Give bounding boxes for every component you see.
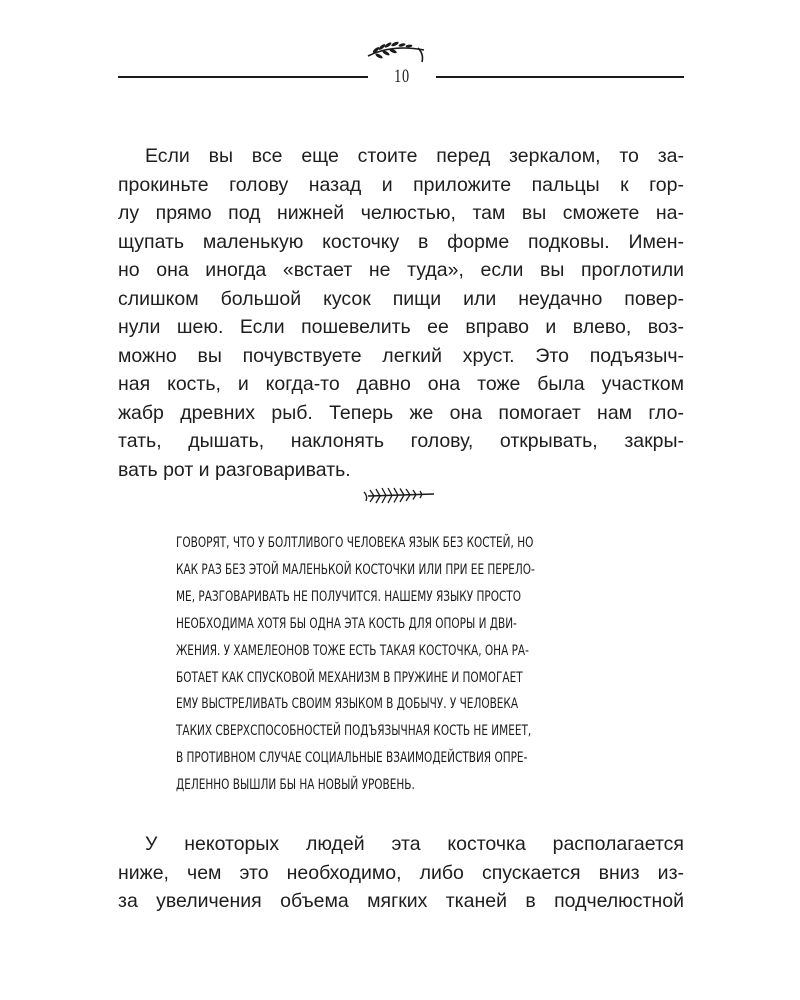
text-line: У некоторых людей эта косточка располагается <box>145 833 684 855</box>
text-line: тать, дышать, наклонять голову, открывать, закры- <box>118 430 684 452</box>
callout-text <box>176 530 636 799</box>
callout-line: МЕ, РАЗГОВАРИВАТЬ НЕ ПОЛУЧИТСЯ. НАШЕМУ ЯЗЫКУ ПРОСТО <box>176 588 521 605</box>
page-header <box>118 36 684 96</box>
callout-line: ЖЕНИЯ. У ХАМЕЛЕОНОВ ТОЖЕ ЕСТЬ ТАКАЯ КОСТОЧКА, ОНА РА- <box>176 642 529 659</box>
text-line: за увеличения объема мягких тканей в подчелюстной <box>118 890 684 912</box>
text-line: прокиньте голову назад и приложите пальцы к гор- <box>118 173 684 196</box>
callout-line: ТАКИХ СВЕРХСПОСОБНОСТЕЙ ПОДЪЯЗЫЧНАЯ КОСТЬ НЕ ИМЕЕТ, <box>176 723 532 740</box>
callout-line: КАК РАЗ БЕЗ ЭТОЙ МАЛЕНЬКОЙ КОСТОЧКИ ИЛИ ПРИ ЕЕ ПЕРЕЛО- <box>176 561 535 578</box>
text-line: но она иногда «встает не туда», если вы проглотили <box>118 259 684 281</box>
callout-line: ГОВОРЯТ, ЧТО У БОЛТЛИВОГО ЧЕЛОВЕКА ЯЗЫК БЕЗ КОСТЕЙ, НО <box>176 535 534 551</box>
page-number: 10 <box>394 66 410 87</box>
header-rule-left <box>118 76 368 78</box>
header-rule-right <box>436 76 684 78</box>
text-line: ниже, чем это необходимо, либо спускается вниз из- <box>118 861 684 884</box>
text-line: нули шею. Если пошевелить ее вправо и влево, воз- <box>118 316 684 338</box>
text-line: можно вы почувствуете легкий хруст. Это подъязыч- <box>118 344 684 367</box>
text-line: Если вы все еще стоите перед зеркалом, то за- <box>145 145 684 167</box>
callout-line: ЕМУ ВЫСТРЕЛИВАТЬ СВОИМ ЯЗЫКОМ В ДОБЫЧУ. У ЧЕЛОВЕКА <box>176 696 519 713</box>
callout-line: БОТАЕТ КАК СПУСКОВОЙ МЕХАНИЗМ В ПРУЖИНЕ И ПОМОГАЕТ <box>176 669 523 686</box>
text-line: щупать маленькую косточку в форме подковы. Имен- <box>118 230 684 253</box>
body-paragraph-2 <box>118 830 684 916</box>
text-line: ная кость, и когда-то давно она тоже была участком <box>118 373 684 395</box>
text-line: жабр древних рыб. Теперь же она помогает нам гло- <box>118 401 684 424</box>
body-paragraph-1 <box>118 142 684 484</box>
fern-branch-icon <box>360 482 440 508</box>
callout-line: В ПРОТИВНОМ СЛУЧАЕ СОЦИАЛЬНЫЕ ВЗАИМОДЕЙСТВИЯ ОПРЕ- <box>176 750 528 767</box>
laurel-sprig-icon <box>362 36 432 66</box>
text-line: слишком большой кусок пищи или неудачно повер- <box>118 287 684 310</box>
callout-line: НЕОБХОДИМА ХОТЯ БЫ ОДНА ЭТА КОСТЬ ДЛЯ ОПОРЫ И ДВИ- <box>176 615 517 632</box>
text-line: лу прямо под нижней челюстью, там вы сможете на- <box>118 202 684 224</box>
text-line: вать рот и разговаривать. <box>118 458 351 481</box>
callout-line: ДЕЛЕННО ВЫШЛИ БЫ НА НОВЫЙ УРОВЕНЬ. <box>176 777 415 794</box>
